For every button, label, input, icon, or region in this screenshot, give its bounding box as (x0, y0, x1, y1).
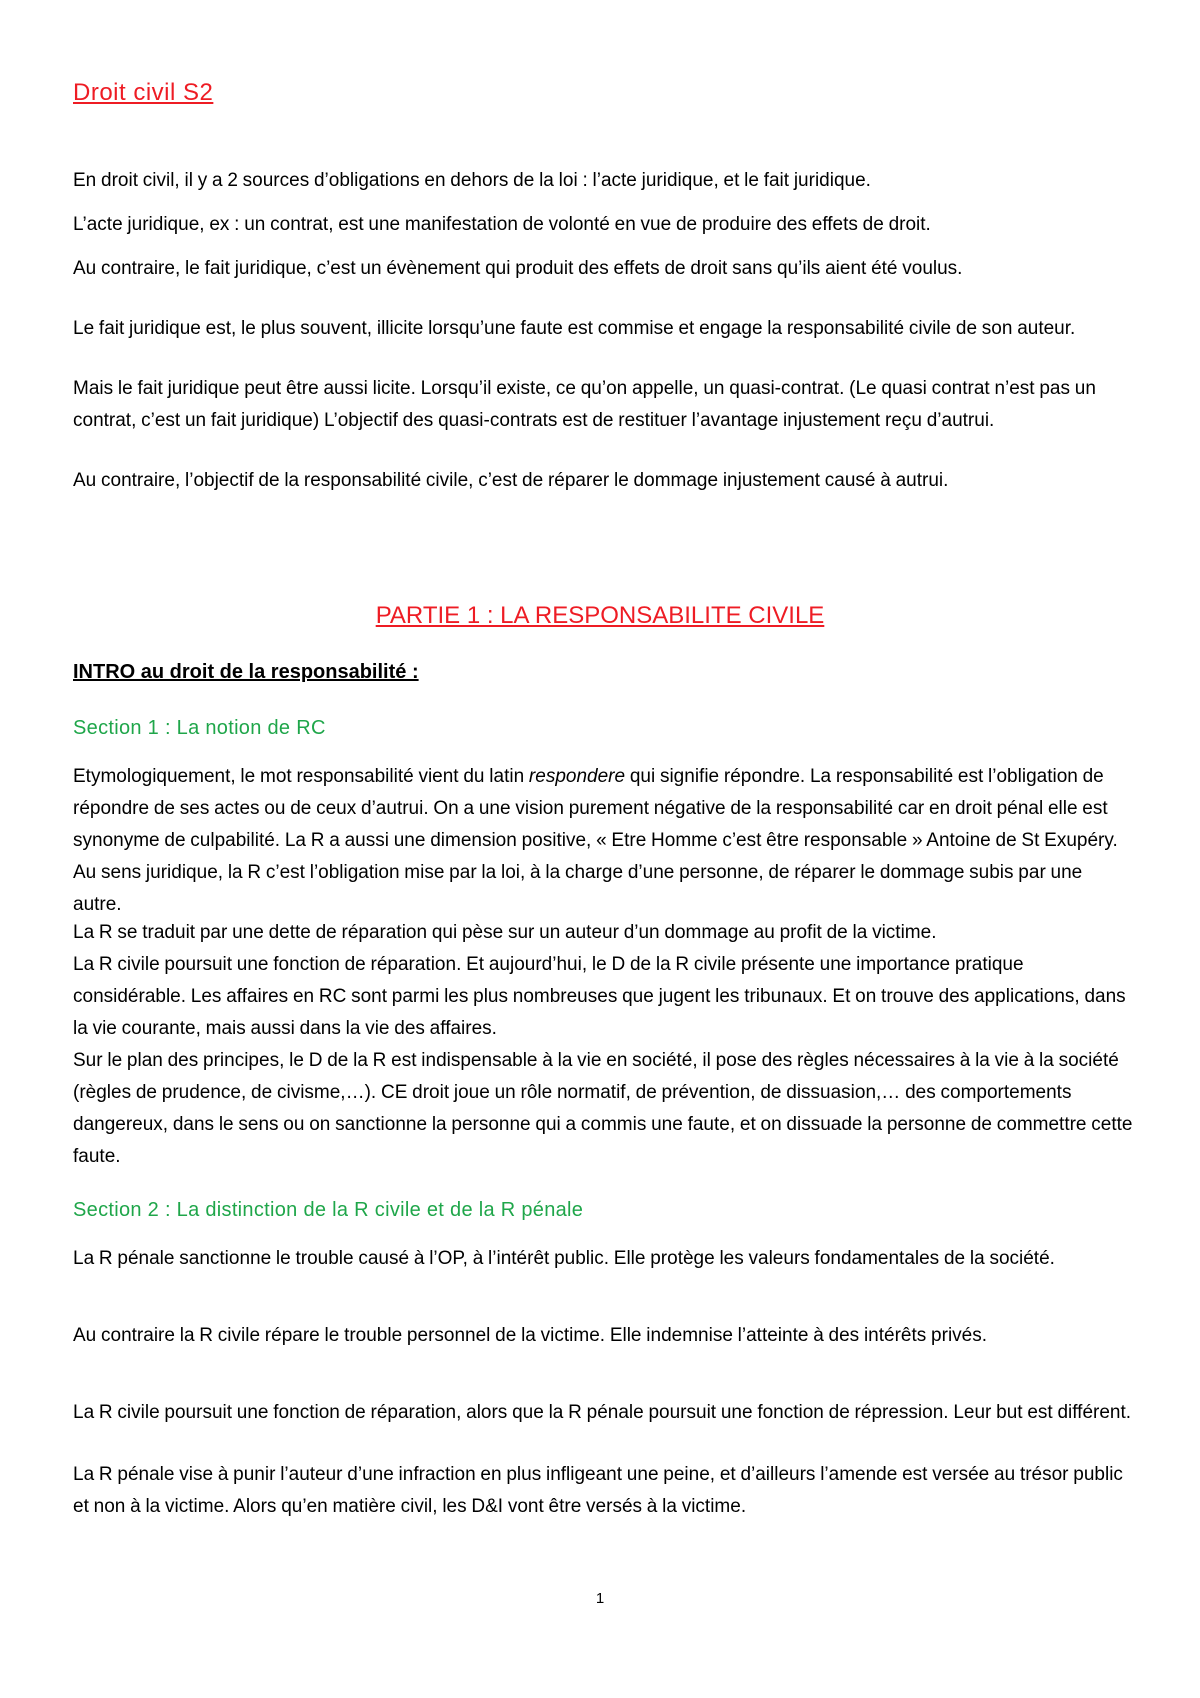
section-2-paragraph-penale: La R pénale sanctionne le trouble causé à l’OP, à l’intérêt public. Elle protège les valeurs fondamentales de la société. (73, 1248, 1055, 1269)
intro-paragraph-acte: L’acte juridique, ex : un contrat, est une manifestation de volonté en vue de produire des effets de droit. (73, 214, 931, 235)
intro-paragraph-licite: Mais le fait juridique peut être aussi licite. Lorsqu’il existe, ce qu’on appelle, un quasi-contrat. (Le quasi contrat n’est pas un contrat, c’est un fait juridique) L’objectif des quasi-contrats est de restituer l’avantage injustement reçu d’autrui. (73, 378, 1096, 431)
page-number: 1 (595, 1590, 605, 1607)
etymologie-text-end: qui signifie répondre. La responsabilité est l’obligation de répondre de ses actes ou de ceux d’autrui. On a une vision purement négative de la responsabilité car en droit pénal elle est synonyme de culpabilité. La R a aussi une dimension positive, « Etre Homme c’est être responsable » Antoine de St Exupéry. Au sens juridique, la R c’est l’obligation mise par la loi, à la charge d’une personne, de réparer le dommage subis par une autre. (73, 766, 1118, 915)
section-2-title: Section 2 : La distinction de la R civile et de la R pénale (73, 1199, 584, 1221)
section-1-title: Section 1 : La notion de RC (73, 717, 326, 739)
intro-paragraph-illicite: Le fait juridique est, le plus souvent, illicite lorsqu’une faute est commise et engage la responsabilité civile de son auteur. (73, 318, 1076, 339)
intro-heading: INTRO au droit de la responsabilité : (73, 661, 419, 683)
intro-paragraph-fait: Au contraire, le fait juridique, c’est un évènement qui produit des effets de droit sans qu’ils aient été voulus. (73, 258, 963, 279)
section-2-paragraph-peine: La R pénale vise à punir l’auteur d’une infraction en plus infligeant une peine, et d’ailleurs l’amende est versée au trésor public et non à la victime. Alors qu’en matière civil, les D&I vont être versés à la victime. (73, 1464, 1123, 1517)
intro-paragraph-objectif: Au contraire, l’objectif de la responsabilité civile, c’est de réparer le dommage injustement causé à autrui. (73, 470, 949, 491)
section-1-paragraph-dette: La R se traduit par une dette de réparation qui pèse sur un auteur d’un dommage au profit de la victime. (73, 922, 937, 943)
section-1-paragraph-fonction: La R civile poursuit une fonction de réparation. Et aujourd’hui, le D de la R civile présente une importance pratique considérable. Les affaires en RC sont parmi les plus nombreuses que jugent les tribunaux. Et on trouve des applications, dans la vie courante, mais aussi dans la vie des affaires. (73, 954, 1126, 1039)
section-2-paragraph-fonctions: La R civile poursuit une fonction de réparation, alors que la R pénale poursuit une fonction de répression. Leur but est différent. (73, 1402, 1132, 1423)
etymologie-text-start: Etymologiquement, le mot responsabilité vient du latin (73, 766, 529, 787)
section-1-paragraph-principes: Sur le plan des principes, le D de la R est indispensable à la vie en société, il pose des règles nécessaires à la vie à la société (règles de prudence, de civisme,…). CE droit joue un rôle normatif, de prévention, de dissuasion,… des comportements dangereux, dans le sens ou on sanctionne la personne qui a commis une faute, et on dissuade la personne de commettre cette faute. (73, 1050, 1133, 1167)
partie-title: PARTIE 1 : LA RESPONSABILITE CIVILE (375, 602, 825, 629)
intro-paragraph-sources: En droit civil, il y a 2 sources d’obligations en dehors de la loi : l’acte juridique, et le fait juridique. (73, 170, 871, 191)
latin-term: respondere (528, 766, 626, 787)
section-2-paragraph-civile: Au contraire la R civile répare le trouble personnel de la victime. Elle indemnise l’atteinte à des intérêts privés. (73, 1325, 988, 1346)
section-1-paragraph-etymologie (73, 761, 1133, 921)
document-title: Droit civil S2 (73, 79, 214, 106)
